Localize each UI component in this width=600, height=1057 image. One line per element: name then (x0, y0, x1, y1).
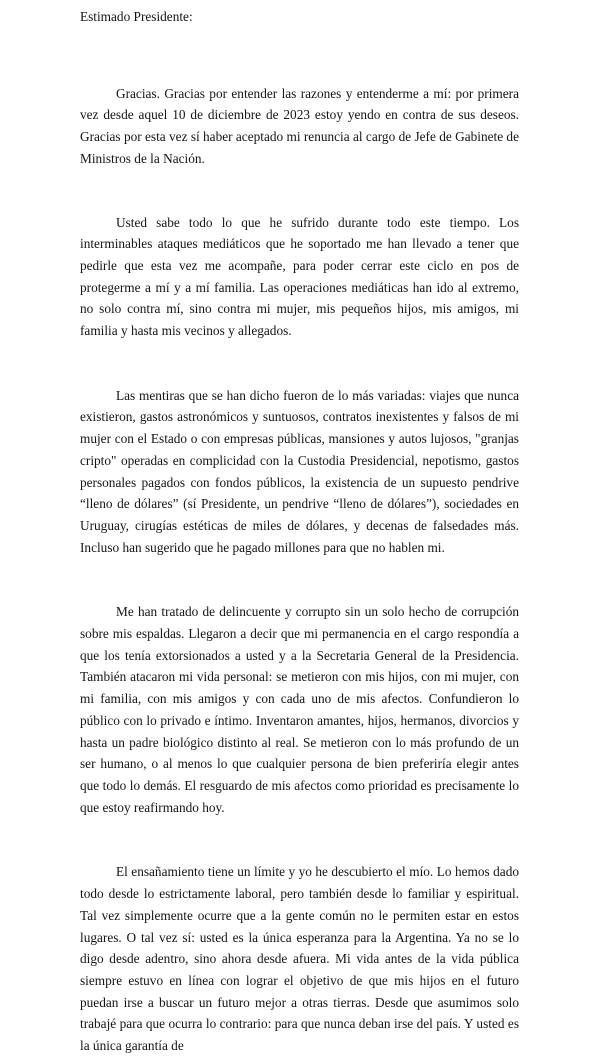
paragraph-2: Usted sabe todo lo que he sufrido durante todo este tiempo. Los interminables ataques mediáticos que he soportado me han llevado a tener que pedirle que esta vez me acompañe, para poder cerrar este ciclo en pos de protegerme a mí y a mí familia. Las operaciones mediáticas han ido al extremo, no solo contra mí, sino contra mi mujer, mis pequeños hijos, mis amigos, mi familia y hasta mis vecinos y allegados. (80, 214, 519, 339)
letter-body (80, 6, 519, 1057)
paragraph-4: Me han tratado de delincuente y corrupto sin un solo hecho de corrupción sobre mis espaldas. Llegaron a decir que mi permanencia en el cargo respondía a que los tenía extorsionados a usted y a la Secretaria General de la Presidencia. También atacaron mi vida personal: se metieron con mis hijos, con mi mujer, con mi familia, con mis amigos y con cada uno de mis afectos. Confundieron lo público con lo privado e íntimo. Inventaron amantes, hijos, hermanos, divorcios y hasta un padre biológico distinto al real. Se metieron con lo más profundo de un ser humano, o al menos lo que cualquier persona de bien preferiría elegir antes que todo lo demás. El resguardo de mis afectos como prioridad es precisamente lo que estoy reafirmando hoy. (80, 604, 519, 815)
paragraph-3: Las mentiras que se han dicho fueron de lo más variadas: viajes que nunca existieron, gastos astronómicos y suntuosos, contratos inexistentes y falsos de mi mujer con el Estado o con empresas públicas, mansiones y autos lujosos, "granjas cripto" operadas en complicidad con la Custodia Presidencial, nepotismo, gastos personales pagados con fondos públicos, la existencia de un supuesto pendrive “lleno de dólares” (sí Presidente, un pendrive “lleno de dólares”), sociedades en Uruguay, cirugías estéticas de miles de dólares, y decenas de falsedades más. Incluso han sugerido que he pagado millones para que no hablen mi. (80, 387, 519, 555)
paragraph-5: El ensañamiento tiene un límite y yo he descubierto el mío. Lo hemos dado todo desde lo estrictamente laboral, pero también desde lo familiar y espiritual. Tal vez simplemente ocurre que a la gente común no le permiten estar en estos lugares. O tal vez sí: usted es la única esperanza para la Argentina. Ya no se lo digo desde adentro, sino ahora desde afuera. Mi vida antes de la vida pública siempre estuvo en línea con lograr el objetivo de que mis hijos en el futuro puedan irse a buscar un futuro mejor a otras tierras. Desde que asumimos solo trabajé para que ocurra lo contrario: para que nunca deban irse del país. Y usted es la única garantía de (80, 864, 519, 1054)
salutation: Estimado Presidente: (80, 9, 193, 24)
paragraph-1: Gracias. Gracias por entender las razones y entenderme a mí: por primera vez desde aquel 10 de diciembre de 2023 estoy yendo en contra de sus deseos. Gracias por esta vez sí haber aceptado mi renuncia al cargo de Jefe de Gabinete de Ministros de la Nación. (80, 85, 519, 166)
